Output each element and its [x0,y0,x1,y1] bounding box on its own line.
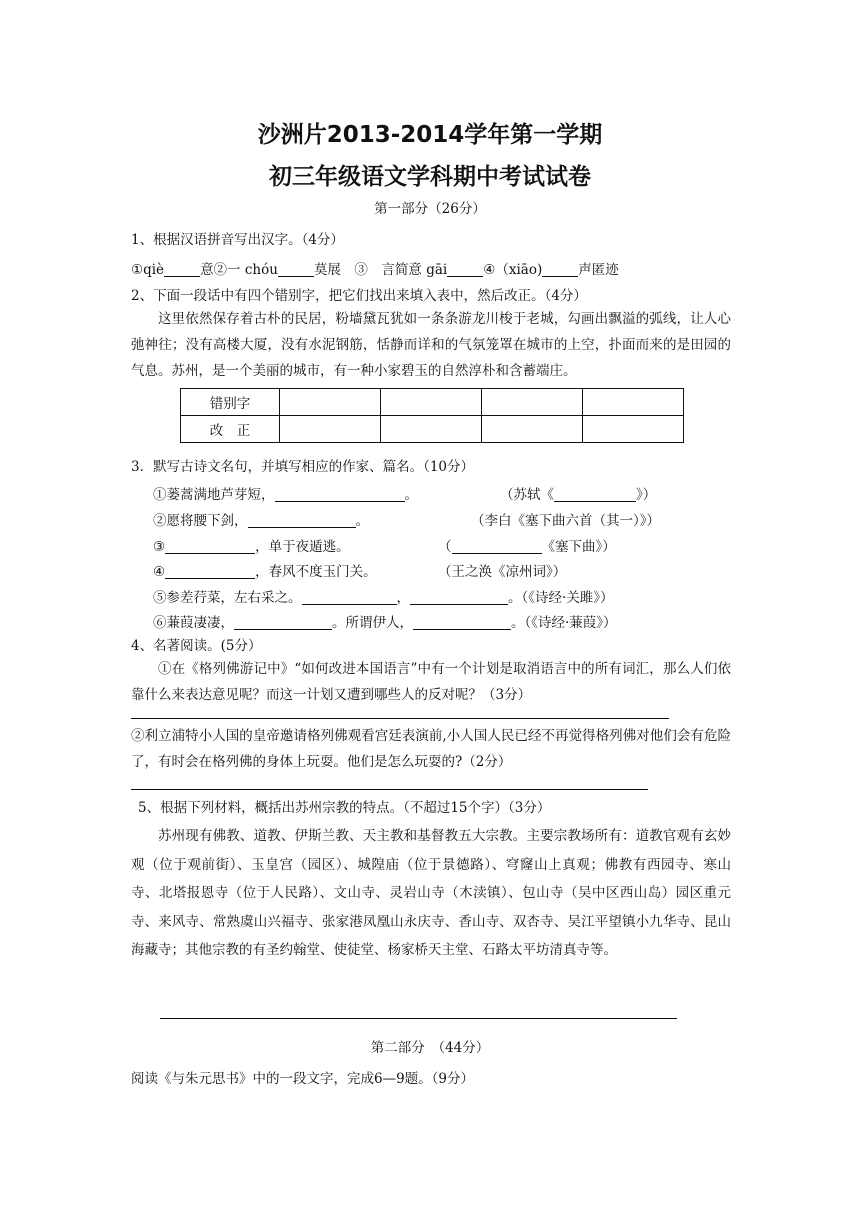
q3-l6-mid: 。所谓伊人， [332,615,413,631]
q3-l1-end: 。 [404,487,418,503]
q3-line-3 [153,538,350,556]
q4-part1: ①在《格列佛游记中》“如何改进本国语言”中有一个计划是取消语言中的所有词汇，那么人们依靠什么来表达意见呢？而这一计划又遭到哪些人的反对呢？（3分） [131,661,731,703]
table-label-wrong: 错别字 [181,389,280,416]
part1-heading: 第一部分（26分） [374,201,486,217]
section-divider [160,1018,677,1019]
page-title-line1: 沙洲片2013-2014学年第一学期 [257,122,603,148]
q3-blank[interactable] [275,487,405,502]
q3-blank[interactable] [410,590,508,605]
q4-stem: 4、名著阅读。(5分） [131,638,262,654]
table-cell[interactable] [583,389,684,416]
table-cell[interactable] [280,389,381,416]
q3-blank[interactable] [452,539,542,554]
q3-l5-mid: ， [396,590,410,606]
q1-blank-3[interactable] [447,262,483,277]
table-label-correct: 改 正 [181,416,280,443]
answer-line[interactable] [131,789,648,790]
q3-l5-text: ⑤参差荇菜，左右采之。 [153,590,302,606]
table-cell[interactable] [482,416,583,443]
q3-blank[interactable] [248,513,356,528]
q2-stem: 2、下面一段话中有四个错别字，把它们找出来填入表中，然后改正。（4分） [131,288,587,304]
answer-line[interactable] [131,718,669,719]
q3-l4-end: ，春风不度玉门关。 [255,564,377,580]
q3-blank[interactable] [165,564,255,579]
q3-line-5 [153,589,614,607]
q3-l2-end: 。 [355,513,369,529]
q3-blank[interactable] [413,615,511,630]
q3-line-2-source: （李白《塞下曲六首（其一）》） [471,513,660,529]
q1-item-5: 声匿迹 [578,262,619,278]
part2-intro: 阅读《与朱元思书》中的一段文字，完成6—9题。（9分） [131,1071,475,1087]
q3-l1-src-end: 》） [636,487,657,503]
q1-item-4: ④（xiāo) [483,262,543,278]
correction-table [180,388,684,443]
q1-item-2: 意②一 chóu [200,262,278,278]
q3-blank[interactable] [234,615,332,630]
q3-l6-text: ⑥蒹葭凄凄， [153,615,234,631]
q3-line-2 [153,512,369,530]
q1-blank-1[interactable] [164,262,200,277]
q3-l3-text: ③ [153,539,166,555]
q3-blank[interactable] [302,590,397,605]
q3-l3-end: ，单于夜遁逃。 [255,539,350,555]
q3-l2-text: ②愿将腰下剑， [153,513,248,529]
q3-l4-text: ④ [153,564,166,580]
q3-line-4-source: （王之涣《凉州词》） [438,564,567,580]
q1-items [131,261,619,279]
q3-line-4 [153,563,377,581]
q3-l6-end: 。（《诗经·蒹葭》） [511,615,617,631]
q1-stem: 1、根据汉语拼音写出汉字。（4分） [131,232,344,248]
q1-item-1: ①qiè [131,262,165,278]
q4-part2: ②利立浦特小人国的皇帝邀请格列佛观看宫廷表演前,小人国人民已经不再觉得格列佛对他们会有危险了，有时会在格列佛的身体上玩耍。他们是怎么玩耍的?（2分） [131,728,731,770]
q1-item-3: 莫展 ③ 言简意 gāi [313,262,448,278]
page-title-line2: 初三年级语文学科期中考试试卷 [269,164,591,190]
q3-l3-src-end: 《塞下曲》） [541,539,616,555]
table-cell[interactable] [381,416,482,443]
table-cell[interactable] [583,416,684,443]
q1-blank-4[interactable] [542,262,578,277]
q3-line-3-source [438,538,616,556]
q3-l3-src: （ [438,539,452,555]
q3-blank[interactable] [165,539,255,554]
q3-line-1-source [500,486,656,504]
q3-l1-src: （苏轼《 [500,487,554,503]
q2-passage: 这里依然保存着古朴的民居，粉墙黛瓦犹如一条条游龙川梭于老城，勾画出飘溢的弧线，让人心弛神往；没有高楼大厦，没有水泥钢筋，恬静而详和的气氛笼罩在城市的上空，扑面而来的是田园的气息。苏州，是一个美丽的城市，有一种小家碧玉的自然淳朴和含蓄端庄。 [131,311,731,379]
q1-blank-2[interactable] [278,262,314,277]
q3-line-1 [153,486,418,504]
q3-l5-end: 。（《诗经·关雎》） [508,590,614,606]
table-cell[interactable] [482,389,583,416]
q3-blank[interactable] [554,487,636,502]
q3-line-6 [153,614,617,632]
q3-l1-text: ①蒌蒿满地芦芽短， [153,487,275,503]
table-cell[interactable] [381,389,482,416]
part2-heading: 第二部分 （44分） [370,1040,490,1056]
table-cell[interactable] [280,416,381,443]
q3-stem: 3．默写古诗文名句，并填写相应的作家、篇名。（10分） [131,459,475,475]
q5-stem: 5、根据下列材料，概括出苏州宗教的特点。（不超过15个字）（3分） [138,800,551,816]
q5-passage: 苏州现有佛教、道教、伊斯兰教、天主教和基督教五大宗教。主要宗教场所有：道教官观有玄妙观（位于观前街）、玉皇宫（园区）、城隍庙（位于景德路）、穹窿山上真观；佛教有西园寺、寒山寺、北塔报恩寺（位于人民路）、文山寺、灵岩山寺（木渎镇）、包山寺（吴中区西山岛）园区重元寺、来风寺、常熟虞山兴福寺、张家港凤凰山永庆寺、香山寺、双杏寺、吴江平望镇小九华寺、昆山海藏寺；其他宗教的有圣约翰堂、使徒堂、杨家桥天主堂、石路太平坊清真寺等。 [131,828,731,958]
